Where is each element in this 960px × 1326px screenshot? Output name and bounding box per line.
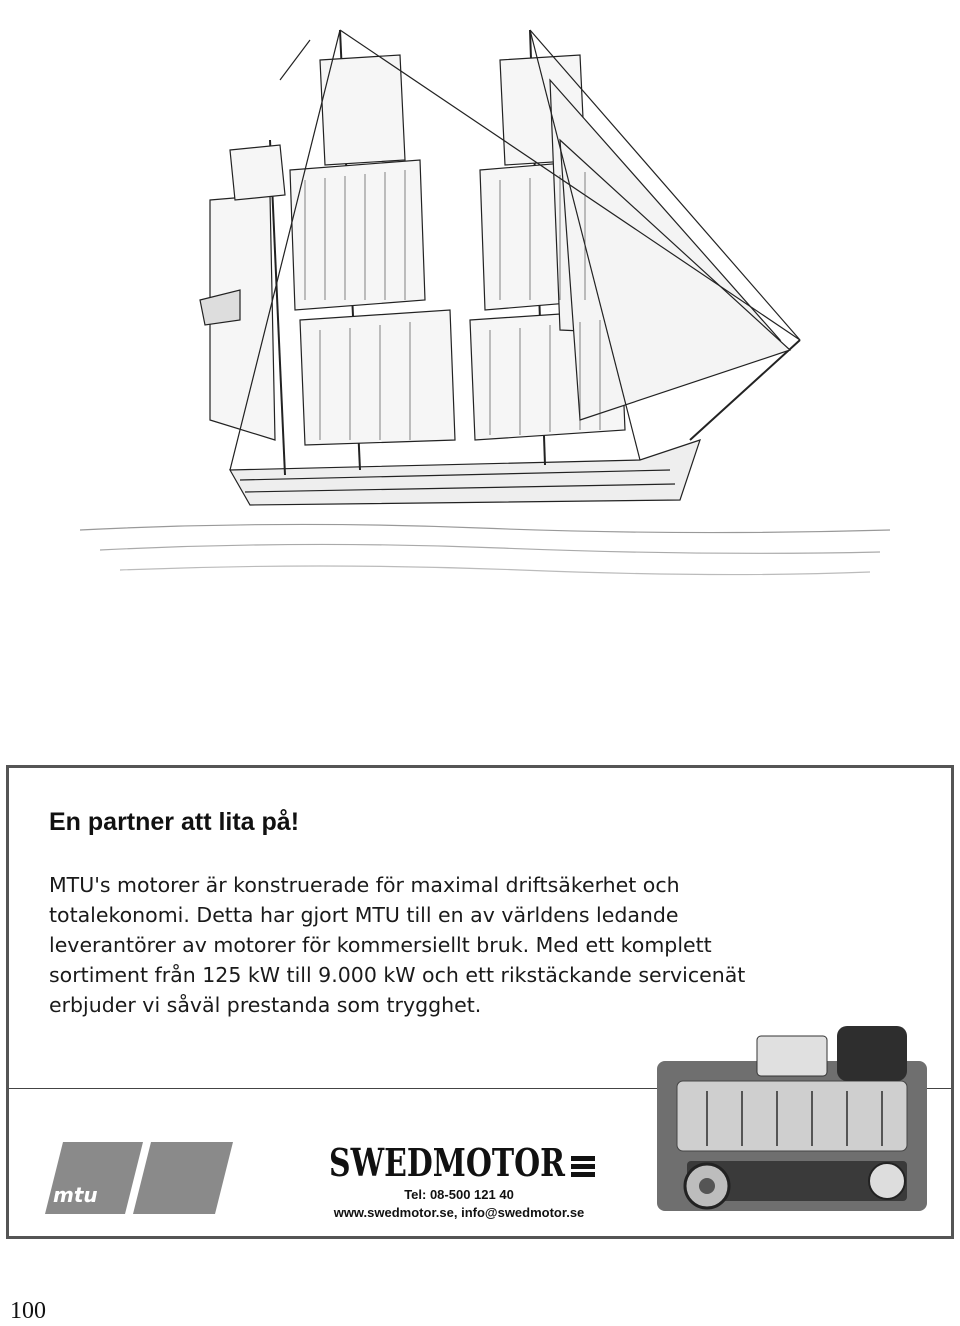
ad-body-text xyxy=(49,870,929,1020)
ad-heading: En partner att lita på! xyxy=(49,808,300,836)
advertisement-box xyxy=(6,765,954,1239)
mtu-logo xyxy=(45,1138,235,1218)
ad-body-line: erbjuder vi såväl prestanda som trygghet. xyxy=(49,993,482,1017)
engine-image xyxy=(647,1021,939,1221)
swedmotor-logo xyxy=(327,1136,607,1186)
ad-body-line: leverantörer av motorer för kommersiellt bruk. Med ett komplett xyxy=(49,933,712,957)
swedmotor-logo-text: SWEDMOTOR xyxy=(329,1140,566,1185)
mtu-logo-text: mtu xyxy=(53,1183,98,1207)
ship-illustration xyxy=(80,0,890,600)
phone-number: Tel: 08-500 121 40 xyxy=(404,1187,514,1202)
ad-body-line: sortiment från 125 kW till 9.000 kW och ett rikstäckande servicenät xyxy=(49,963,746,987)
contact-info xyxy=(289,1186,629,1222)
ad-body-line: totalekonomi. Detta har gjort MTU till en av världens ledande xyxy=(49,903,679,927)
web-and-email: www.swedmotor.se, info@swedmotor.se xyxy=(333,1205,585,1220)
ad-body-line: MTU's motorer är konstruerade för maximal driftsäkerhet och xyxy=(49,873,680,897)
page-number: 100 xyxy=(10,1298,46,1324)
